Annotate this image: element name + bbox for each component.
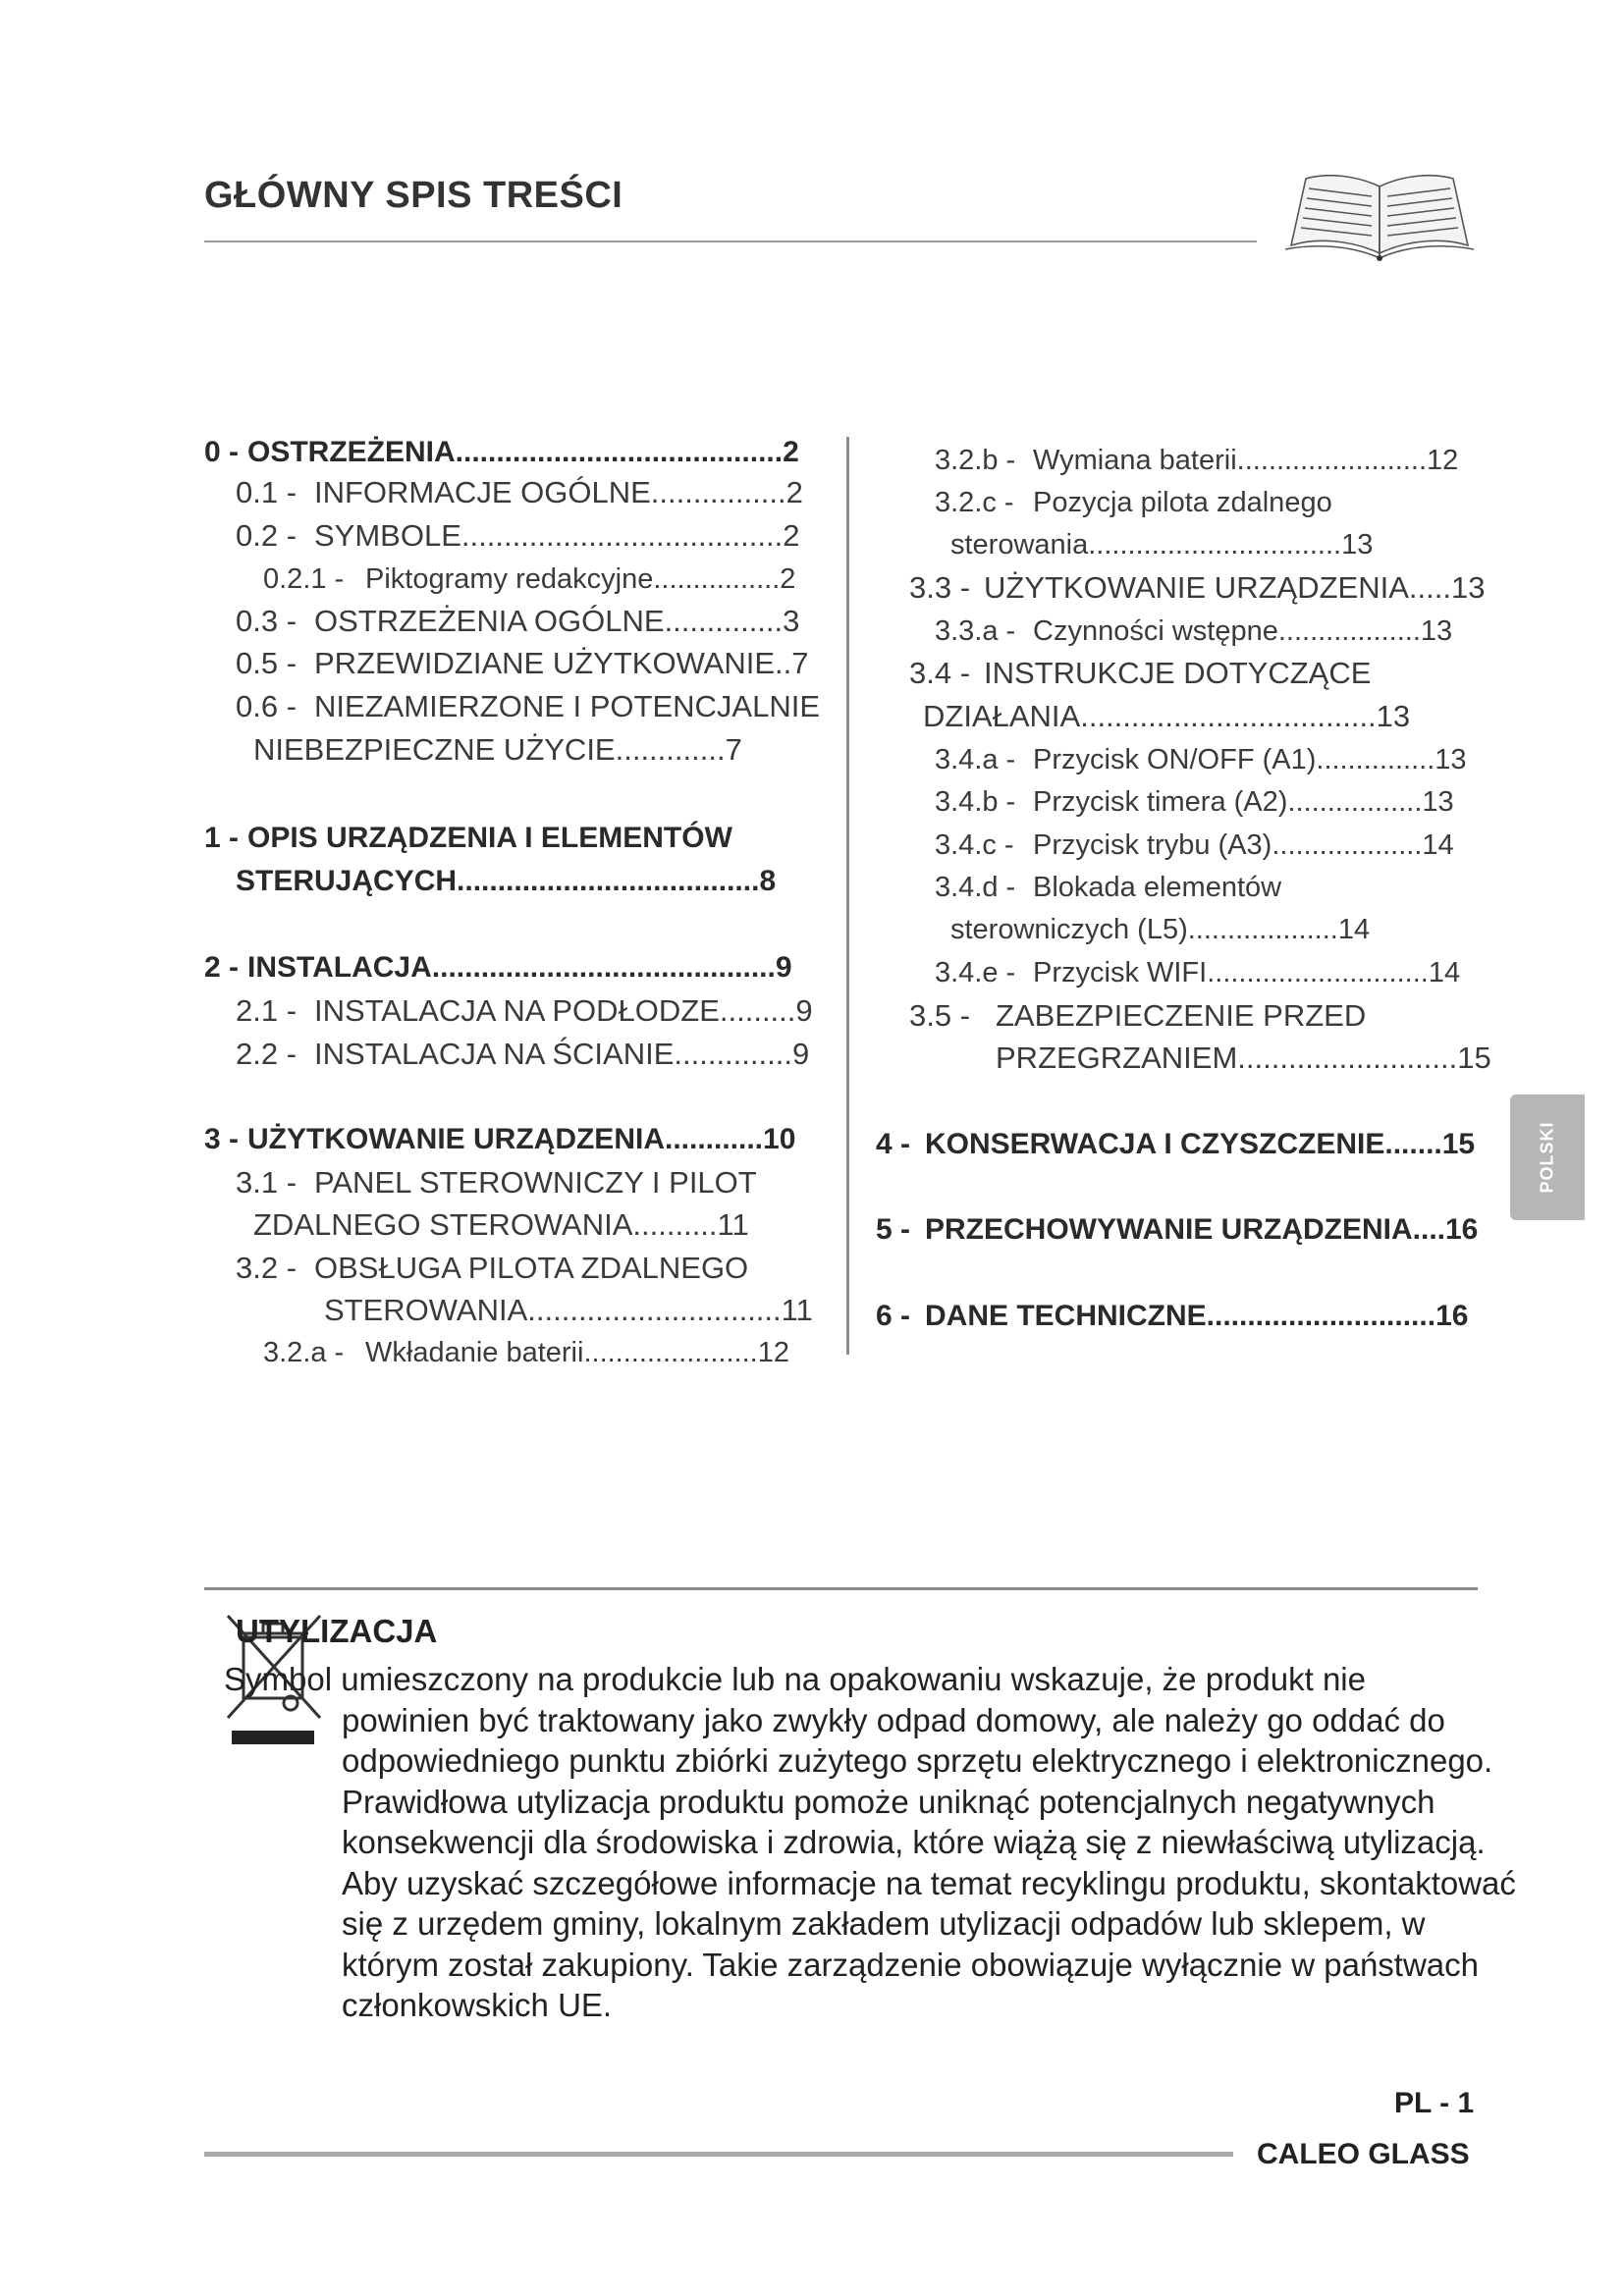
toc-entry — [263, 1334, 789, 1371]
toc-entry-number: 3.3.a - — [935, 615, 1016, 647]
disposal-line: członkowskich UE. — [342, 1987, 613, 2023]
toc-entry-title: DZIAŁANIA — [923, 699, 1081, 733]
toc-entry-title: Wkładanie baterii — [365, 1337, 584, 1368]
toc-entry — [950, 526, 1373, 563]
toc-entry — [909, 997, 1366, 1035]
page-title: GŁÓWNY SPIS TREŚCI — [204, 175, 623, 216]
toc-entry-leader: ................................ — [1088, 529, 1342, 561]
toc-entry-title: INSTRUKCJE DOTYCZĄCE — [984, 656, 1372, 690]
toc-entry-leader: .............................. — [527, 1293, 782, 1327]
toc-entry-leader: ................. — [1287, 786, 1423, 818]
toc-entry-title: INSTALACJA NA PODŁODZE — [314, 993, 720, 1028]
toc-entry — [909, 569, 1485, 607]
toc-entry — [236, 1164, 757, 1201]
toc-entry — [236, 688, 820, 725]
toc-entry-page: 12 — [1427, 445, 1459, 476]
toc-entry-number: 0.3 - — [236, 604, 298, 638]
toc-entry — [236, 645, 809, 682]
page-number: PL - 1 — [1394, 2087, 1475, 2119]
toc-entry-number: 6 - — [876, 1300, 911, 1332]
toc-entry — [935, 613, 1452, 650]
toc-entry-title: Piktogramy redakcyjne — [365, 563, 654, 595]
disposal-line: się z urzędem gminy, lokalnym zakładem utylizacji odpadów lub sklepem, w — [342, 1905, 1426, 1942]
toc-entry-number: 3.4.a - — [935, 744, 1016, 775]
toc-entry-number: 3.4 - — [909, 656, 971, 690]
toc-entry — [204, 820, 732, 857]
toc-entry-title: PANEL STEROWNICZY I PILOT — [314, 1165, 757, 1200]
toc-entry-number: 3.2.c - — [935, 487, 1014, 518]
disposal-line: Symbol umieszczony na produkcie lub na opakowaniu wskazuje, że produkt nie — [224, 1661, 1366, 1697]
toc-entry-title: STEROWANIA — [324, 1293, 528, 1327]
disposal-line: którym został zakupiony. Takie zarządzenie obowiązuje wyłącznie w państwach — [342, 1946, 1480, 1983]
toc-entry — [935, 783, 1454, 821]
toc-entry-page: 13 — [1420, 615, 1453, 647]
toc-entry — [950, 911, 1370, 948]
toc-entry-number: 3.5 - — [909, 998, 971, 1033]
toc-entry-leader: ............... — [1316, 744, 1435, 775]
toc-entry — [909, 655, 1371, 692]
toc-entry — [236, 1036, 809, 1073]
toc-entry — [935, 484, 1332, 521]
toc-entry-title: Przycisk WIFI — [1033, 957, 1208, 988]
toc-entry-title: UŻYTKOWANIE URZĄDZENIA — [984, 570, 1409, 605]
toc-entry-number: 3.3 - — [909, 570, 971, 605]
toc-entry-leader: ................... — [1272, 829, 1423, 861]
disposal-line: Aby uzyskać szczegółowe informacje na temat recyklingu produktu, skontaktować — [342, 1864, 1516, 1901]
disposal-line: konsekwencji dla środowiska i zdrowia, które wiążą się z niewłaściwą utylizacją. — [342, 1824, 1486, 1860]
toc-entry-leader: ..... — [1408, 570, 1451, 605]
disposal-divider — [204, 1587, 1478, 1590]
toc-entry-number: 3.2 - — [236, 1251, 298, 1285]
toc-entry-page: 11 — [781, 1293, 813, 1327]
toc-entry-page: 7 — [725, 732, 742, 767]
toc-entry-title: OPIS URZĄDZENIA I ELEMENTÓW — [247, 822, 732, 854]
toc-entry-page: 13 — [1341, 529, 1374, 561]
toc-entry-leader: ................ — [650, 475, 786, 509]
toc-entry-leader: ...................... — [583, 1337, 758, 1368]
toc-entry — [204, 1121, 795, 1158]
toc-entry — [253, 731, 742, 769]
toc-entry-title: Wymiana baterii — [1033, 445, 1237, 476]
toc-entry-page: 13 — [1422, 786, 1454, 818]
toc-entry-page: 3 — [783, 604, 800, 638]
disposal-title: UTYLIZACJA — [236, 1613, 438, 1649]
toc-entry-title: OBSŁUGA PILOTA ZDALNEGO — [314, 1251, 749, 1285]
toc-entry-title: SYMBOLE — [314, 518, 461, 553]
toc-entry-title: Przycisk trybu (A3) — [1033, 829, 1272, 861]
toc-entry-title: sterowania — [950, 529, 1089, 561]
toc-entry-leader: .... — [1412, 1213, 1445, 1246]
language-tab-label: POLSKI — [1537, 1121, 1557, 1194]
toc-entry-page: 16 — [1445, 1213, 1479, 1246]
toc-entry-leader: ...................................... — [460, 518, 784, 553]
toc-entry-number: 3.4.b - — [935, 786, 1016, 818]
toc-entry — [236, 474, 803, 511]
toc-entry-number: 5 - — [876, 1213, 911, 1246]
toc-entry-title: STERUJĄCYCH — [236, 865, 458, 897]
toc-entry-number: 3.2.a - — [263, 1337, 345, 1368]
product-name: CALEO GLASS — [1257, 2138, 1470, 2170]
disposal-line: Prawidłowa utylizacja produktu pomoże uniknąć potencjalnych negatywnych — [342, 1783, 1435, 1820]
toc-entry-page: 2 — [783, 518, 800, 553]
toc-entry-leader: ............ — [664, 1123, 764, 1155]
toc-entry-page: 2 — [783, 436, 799, 468]
toc-entry-page: 14 — [1422, 829, 1454, 861]
toc-entry — [253, 1206, 749, 1244]
toc-entry — [236, 603, 799, 640]
toc-entry-title: INSTALACJA NA ŚCIANIE — [314, 1037, 675, 1071]
toc-entry-title: UŻYTKOWANIE URZĄDZENIA — [247, 1123, 665, 1155]
toc-entry-page: 9 — [775, 951, 792, 984]
toc-entry-title: ZABEZPIECZENIE PRZED — [996, 998, 1367, 1033]
toc-entry-title: ZDALNEGO STEROWANIA — [253, 1207, 633, 1242]
disposal-line: powinien być traktowany jako zwykły odpad domowy, ale należy go oddać do — [342, 1701, 1445, 1738]
toc-entry-title: PRZEWIDZIANE UŻYTKOWANIE — [314, 646, 776, 680]
toc-entry-title: NIEZAMIERZONE I POTENCJALNIE — [314, 689, 821, 723]
toc-entry-number: 0.2 - — [236, 518, 298, 553]
toc-entry-leader: ..................................... — [457, 865, 760, 897]
toc-entry — [263, 561, 795, 598]
toc-entry-page: 2 — [785, 475, 803, 509]
toc-entry — [996, 1040, 1491, 1077]
toc-entry-title: PRZEGRZANIEM — [996, 1041, 1238, 1075]
disposal-text — [224, 1659, 1530, 2026]
toc-entry-number: 3.2.b - — [935, 445, 1016, 476]
toc-entry-title: KONSERWACJA I CZYSZCZENIE — [925, 1128, 1385, 1160]
toc-entry — [204, 949, 792, 987]
toc-entry-leader: .......................................... — [431, 951, 776, 984]
toc-entry-page: 8 — [759, 865, 777, 897]
toc-entry-title: OSTRZEŻENIA — [247, 436, 456, 468]
toc-entry — [935, 827, 1454, 864]
toc-entry-page: 13 — [1450, 570, 1486, 605]
footer-divider — [204, 2152, 1233, 2157]
toc-entry-title: Pozycja pilota zdalnego — [1033, 487, 1332, 518]
toc-entry — [923, 698, 1410, 735]
toc-entry-number: 3.4.e - — [935, 957, 1016, 988]
toc-entry-leader: .................. — [1277, 615, 1421, 647]
toc-entry — [236, 992, 813, 1030]
toc-entry-title: Czynności wstępne — [1033, 615, 1278, 647]
toc-entry-page: 9 — [791, 1037, 810, 1071]
toc-entry-leader: ........................................ — [455, 436, 784, 468]
open-book-icon — [1281, 167, 1478, 265]
toc-entry-page: 2 — [780, 563, 796, 595]
toc-entry-page: 7 — [791, 646, 809, 680]
toc-entry-leader: .......... — [632, 1207, 718, 1242]
toc-entry-leader: ......... — [719, 993, 796, 1028]
toc-entry-leader: .. — [775, 646, 792, 680]
toc-entry-title: Blokada elementów — [1033, 872, 1282, 903]
toc-entry — [935, 741, 1467, 778]
toc-entry — [876, 1211, 1478, 1249]
toc-entry-number: 2 - — [204, 951, 240, 984]
toc-entry — [236, 1250, 748, 1287]
toc-entry — [935, 954, 1460, 991]
toc-entry-page: 15 — [1441, 1128, 1476, 1160]
toc-entry-title: Przycisk ON/OFF (A1) — [1033, 744, 1317, 775]
toc-entry-number: 3.4.c - — [935, 829, 1014, 861]
toc-entry-number: 0.1 - — [236, 475, 298, 509]
toc-entry-leader: ....... — [1384, 1128, 1442, 1160]
toc-entry-title: INFORMACJE OGÓLNE — [314, 475, 651, 509]
toc-entry-leader: ............................ — [1206, 1300, 1436, 1332]
toc-entry-number: 3.1 - — [236, 1165, 298, 1200]
toc-entry-page: 9 — [795, 993, 813, 1028]
toc-entry — [935, 442, 1458, 479]
toc-entry-leader: ............. — [615, 732, 726, 767]
toc-entry — [324, 1292, 813, 1329]
toc-entry-page: 13 — [1435, 744, 1467, 775]
toc-entry-leader: .......................... — [1237, 1041, 1458, 1075]
toc-entry-page: 10 — [763, 1123, 796, 1155]
toc-entry — [876, 1126, 1475, 1163]
toc-entry-leader: ........................ — [1236, 445, 1428, 476]
disposal-line: odpowiedniego punktu zbiórki zużytego sprzętu elektrycznego i elektronicznego. — [342, 1742, 1493, 1779]
language-tab — [1510, 1095, 1585, 1220]
toc-entry-page: 15 — [1457, 1041, 1491, 1075]
title-divider — [204, 240, 1257, 242]
toc-entry-title: INSTALACJA — [247, 951, 432, 984]
toc-entry-leader: ............................ — [1207, 957, 1429, 988]
toc-entry — [935, 869, 1281, 906]
toc-entry-leader: ................... — [1187, 914, 1338, 945]
toc-entry-leader: .............. — [664, 604, 784, 638]
toc-entry — [876, 1298, 1468, 1335]
column-divider — [846, 437, 849, 1355]
toc-entry-title: DANE TECHNICZNE — [925, 1300, 1207, 1332]
toc-entry-page: 13 — [1376, 699, 1411, 733]
toc-entry-number: 0.2.1 - — [263, 563, 345, 595]
toc-entry-title: Przycisk timera (A2) — [1033, 786, 1288, 818]
toc-entry-title: PRZECHOWYWANIE URZĄDZENIA — [925, 1213, 1413, 1246]
toc-entry-number: 0 - — [204, 436, 240, 468]
toc-entry-title: OSTRZEŻENIA OGÓLNE — [314, 604, 665, 638]
toc-entry-leader: ................ — [653, 563, 781, 595]
toc-entry-page: 11 — [717, 1207, 749, 1242]
toc-entry-number: 0.5 - — [236, 646, 298, 680]
toc-entry-number: 3 - — [204, 1123, 240, 1155]
toc-entry-number: 2.1 - — [236, 993, 298, 1028]
toc-entry-page: 14 — [1428, 957, 1461, 988]
toc-entry-title: sterowniczych (L5) — [950, 914, 1188, 945]
toc-entry-leader: ................................... — [1080, 699, 1377, 733]
toc-entry-page: 14 — [1337, 914, 1371, 945]
toc-entry-number: 0.6 - — [236, 689, 298, 723]
toc-entry-title: NIEBEZPIECZNE UŻYCIE — [253, 732, 616, 767]
toc-entry-page: 12 — [757, 1337, 789, 1368]
toc-entry-number: 2.2 - — [236, 1037, 298, 1071]
toc-entry — [236, 863, 776, 900]
toc-entry-page: 16 — [1435, 1300, 1469, 1332]
toc-entry-number: 4 - — [876, 1128, 911, 1160]
toc-entry-leader: .............. — [674, 1037, 792, 1071]
toc-entry — [204, 434, 799, 471]
toc-entry — [236, 517, 799, 555]
toc-entry-number: 1 - — [204, 822, 240, 854]
toc-entry-number: 3.4.d - — [935, 872, 1016, 903]
